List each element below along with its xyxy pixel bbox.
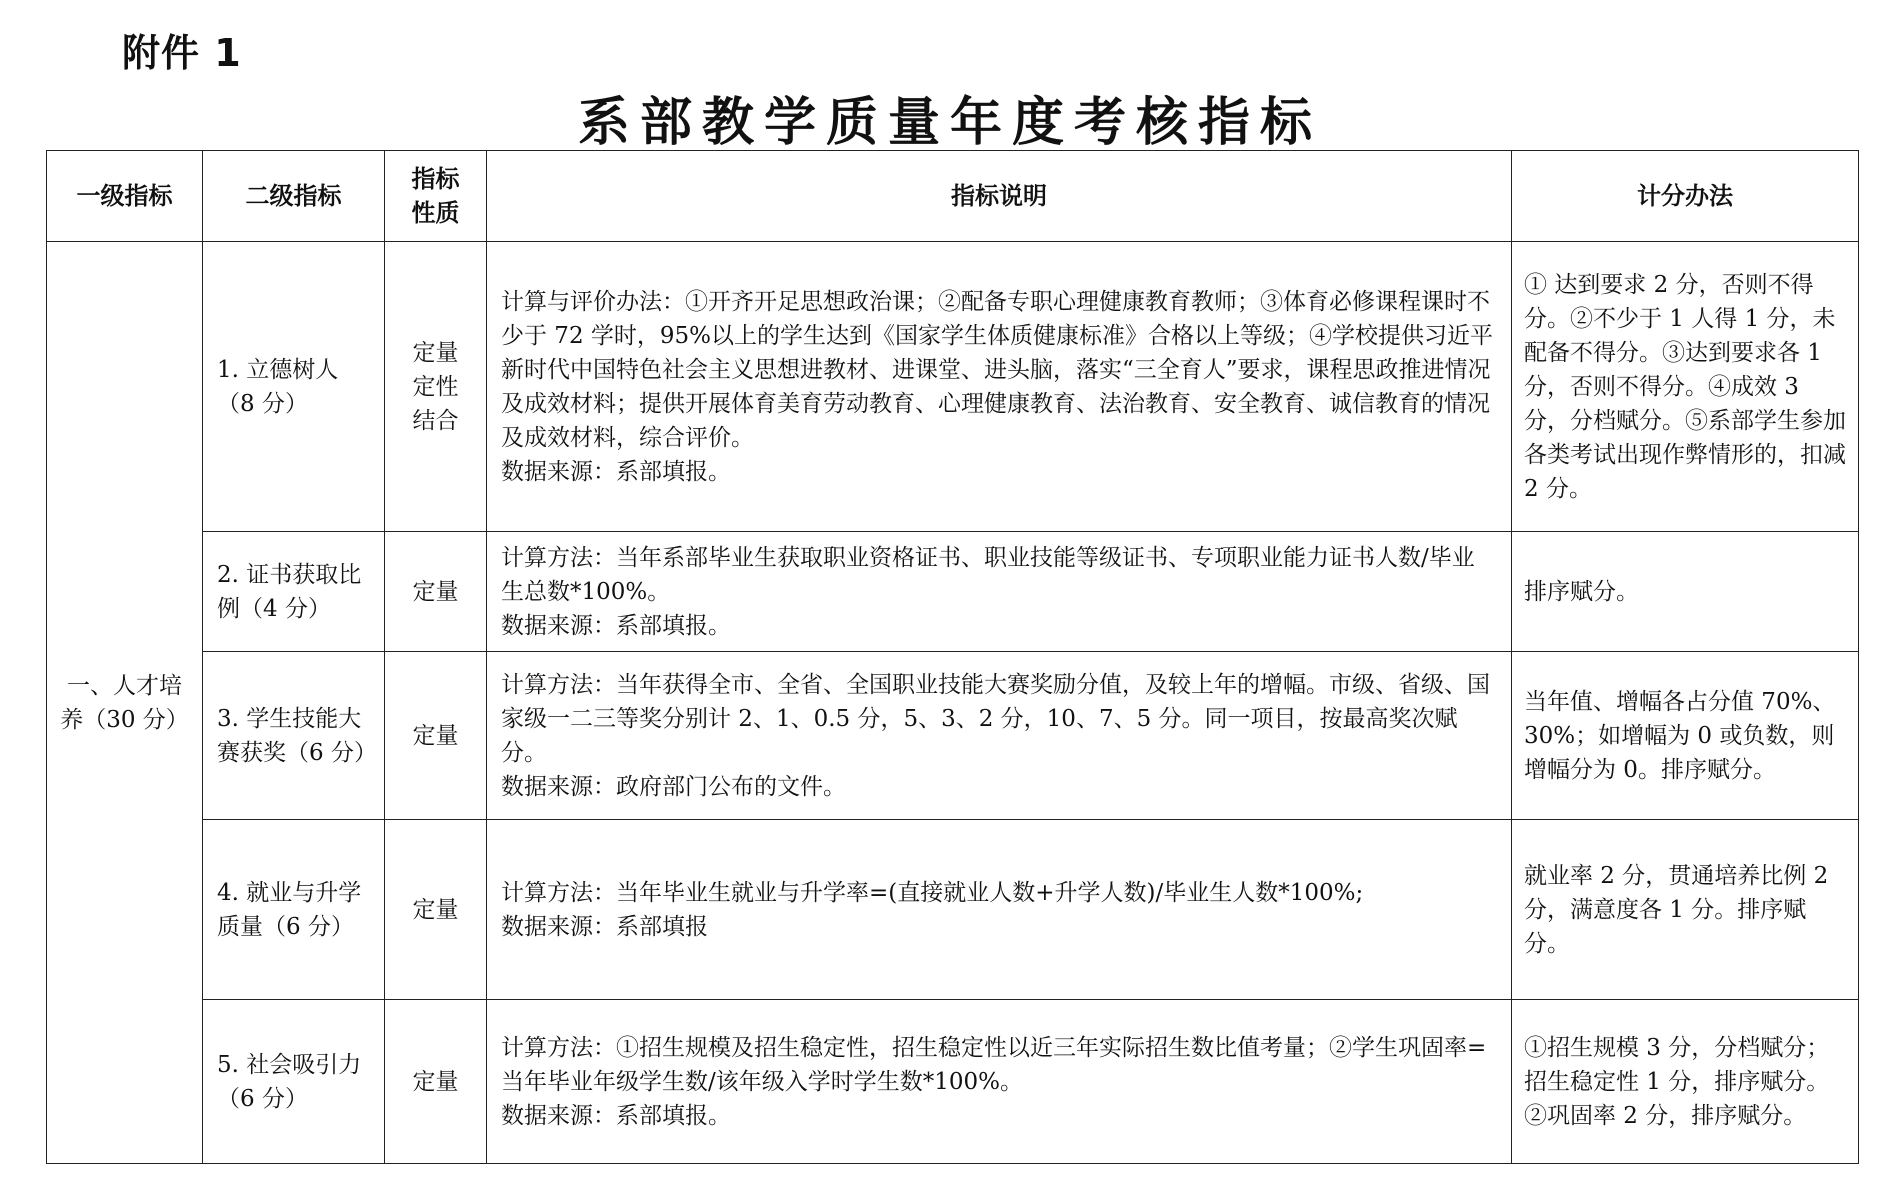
indicator-table [46,150,1859,1164]
indicator-nature: 定量 定性 结合 [385,242,487,532]
indicator-nature: 定量 [385,652,487,820]
indicator-description: 计算与评价办法：①开齐开足思想政治课；②配备专职心理健康教育教师；③体育必修课程课时不少于 72 学时，95%以上的学生达到《国家学生体质健康标准》合格以上等级；④学校提供习近平新时代中国特色社会主义思想进教材、进课堂、进头脑，落实“三全育人”要求，课程思政推进情况及成效材料；提供开展体育美育劳动教育、心理健康教育、法治教育、安全教育、诚信教育的情况及成效材料，综合评价。 数据来源：系部填报。 [487,242,1512,532]
level2-indicator: 2. 证书获取比例（4 分） [203,532,385,652]
header-nature: 指标 性质 [385,151,487,242]
scoring-method: 排序赋分。 [1512,532,1859,652]
document-title: 系部教学质量年度考核指标 [577,92,1322,153]
scoring-method: 就业率 2 分，贯通培养比例 2 分，满意度各 1 分。排序赋分。 [1512,820,1859,1000]
indicator-description: 计算方法：①招生规模及招生稳定性，招生稳定性以近三年实际招生数比值考量；②学生巩固率=当年毕业年级学生数/该年级入学时学生数*100%。 数据来源：系部填报。 [487,1000,1512,1164]
table-row [47,1000,1859,1164]
header-description: 指标说明 [487,151,1512,242]
table-row [47,820,1859,1000]
indicator-nature: 定量 [385,532,487,652]
attachment-label: 附件 1 [122,31,242,75]
level2-indicator: 3. 学生技能大赛获奖（6 分） [203,652,385,820]
table-row [47,652,1859,820]
header-level2: 二级指标 [203,151,385,242]
level1-category: 一、人才培养（30 分） [47,242,203,1164]
level2-indicator: 4. 就业与升学质量（6 分） [203,820,385,1000]
level2-indicator: 5. 社会吸引力（6 分） [203,1000,385,1164]
header-scoring: 计分办法 [1512,151,1859,242]
header-level1: 一级指标 [47,151,203,242]
indicator-description: 计算方法：当年毕业生就业与升学率=(直接就业人数+升学人数)/毕业生人数*100%; 数据来源：系部填报 [487,820,1512,1000]
scoring-method: 当年值、增幅各占分值 70%、30%；如增幅为 0 或负数，则增幅分为 0。排序赋分。 [1512,652,1859,820]
scoring-method: ① 达到要求 2 分，否则不得分。②不少于 1 人得 1 分，未配备不得分。③达到要求各 1 分，否则不得分。④成效 3 分，分档赋分。⑤系部学生参加各类考试出现作弊情形的，扣减 2 分。 [1512,242,1859,532]
indicator-description: 计算方法：当年系部毕业生获取职业资格证书、职业技能等级证书、专项职业能力证书人数/毕业生总数*100%。 数据来源：系部填报。 [487,532,1512,652]
table-row [47,532,1859,652]
indicator-nature: 定量 [385,820,487,1000]
indicator-description: 计算方法：当年获得全市、全省、全国职业技能大赛奖励分值，及较上年的增幅。市级、省级、国家级一二三等奖分别计 2、1、0.5 分，5、3、2 分，10、7、5 分。同一项目，按最高奖次赋分。 数据来源：政府部门公布的文件。 [487,652,1512,820]
level2-indicator: 1. 立德树人（8 分） [203,242,385,532]
indicator-nature: 定量 [385,1000,487,1164]
table-header-row [47,151,1859,242]
table-row [47,242,1859,532]
scoring-method: ①招生规模 3 分，分档赋分；招生稳定性 1 分，排序赋分。②巩固率 2 分，排序赋分。 [1512,1000,1859,1164]
